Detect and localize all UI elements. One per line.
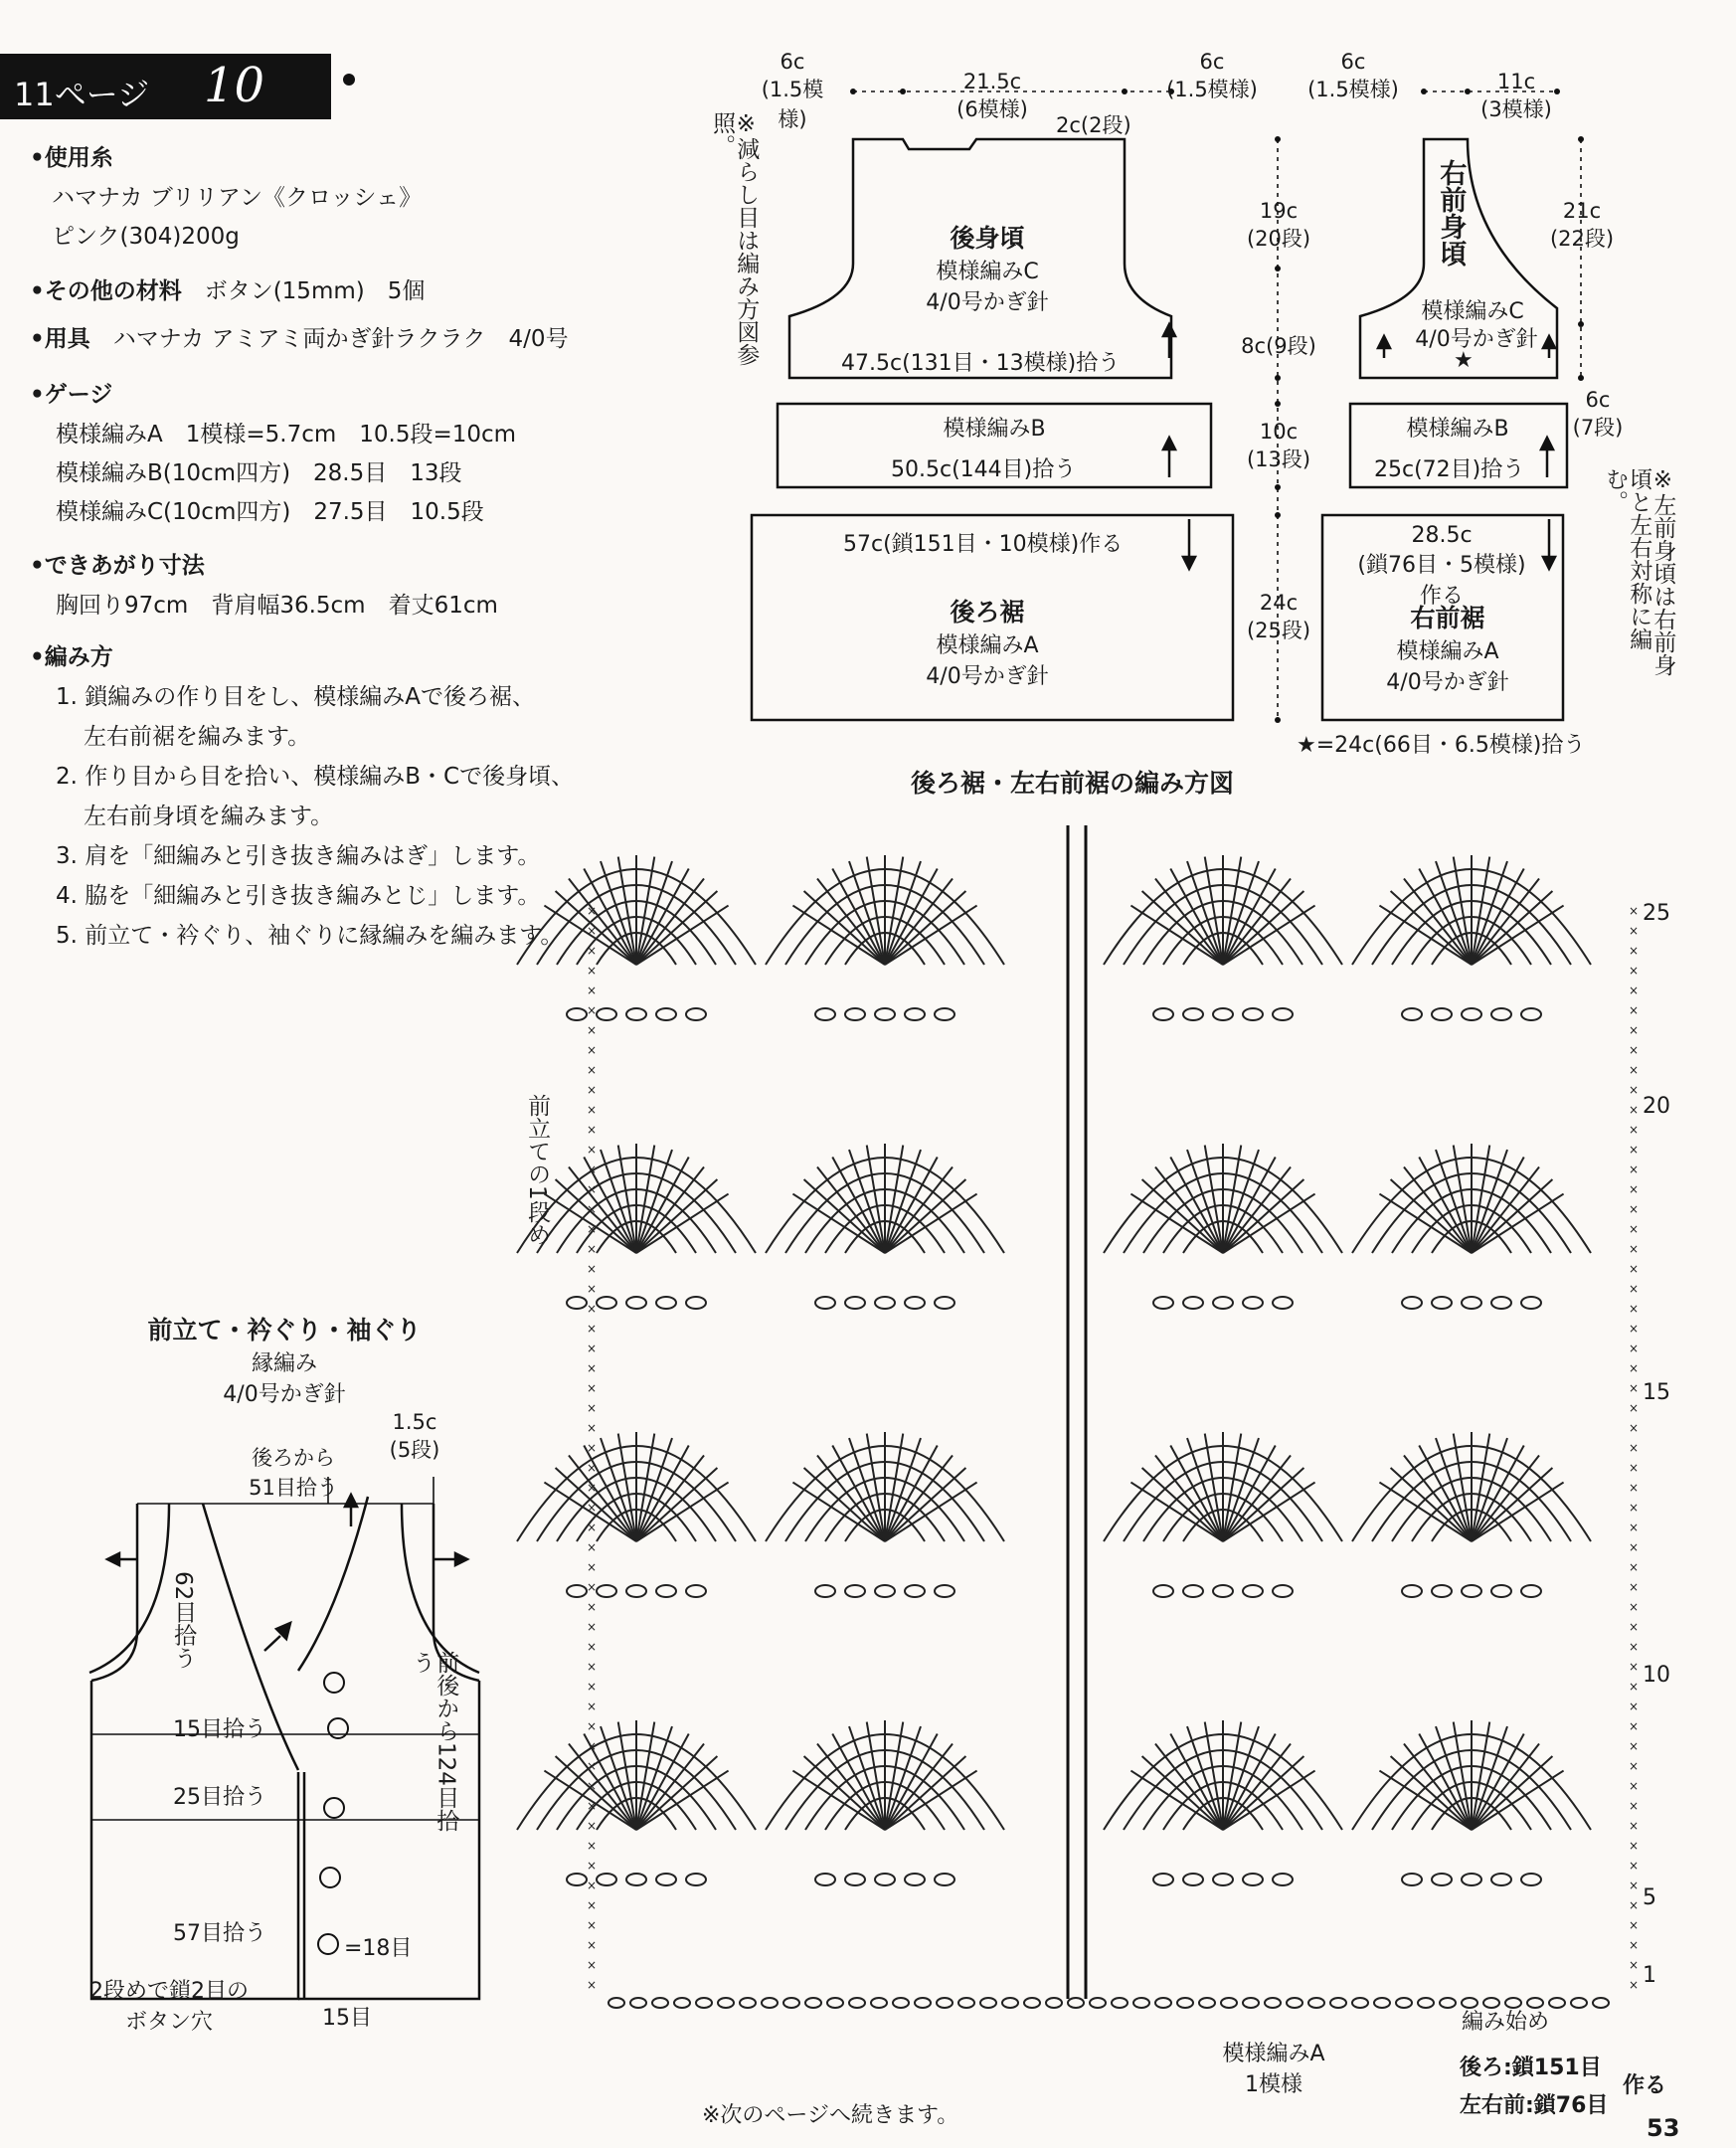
height-19: 19c (20段) <box>1246 199 1311 251</box>
svg-text:×: × <box>1629 1540 1640 1554</box>
row-number: 1 <box>1643 1963 1656 1988</box>
svg-text:×: × <box>1629 1739 1640 1753</box>
svg-text:×: × <box>1629 1898 1640 1912</box>
svg-text:×: × <box>1629 1759 1640 1773</box>
svg-text:×: × <box>587 1839 598 1853</box>
svg-text:×: × <box>587 1143 598 1157</box>
svg-text:×: × <box>1629 1719 1640 1733</box>
continued-note: ※次のページへ続きます。 <box>702 2103 959 2128</box>
page-ref: 11ページ <box>14 76 150 113</box>
svg-text:×: × <box>1629 1322 1640 1336</box>
step: 左右前裾を編みます。 <box>84 724 311 750</box>
other-materials: •その他の材料 ボタン(15mm) 5個 <box>30 278 426 304</box>
svg-text:×: × <box>1629 1163 1640 1176</box>
svg-text:×: × <box>587 1441 598 1455</box>
svg-text:×: × <box>1629 944 1640 958</box>
back-top-right: 6c (1.5模様) <box>1166 50 1258 101</box>
svg-text:×: × <box>1629 904 1640 918</box>
front-top-left: 6c (1.5模様) <box>1307 50 1399 101</box>
svg-text:×: × <box>587 1859 598 1873</box>
svg-text:×: × <box>1629 1799 1640 1813</box>
step: 4. 脇を「細編みと引き抜き編みとじ」します。 <box>56 883 541 909</box>
svg-text:×: × <box>587 1938 598 1952</box>
svg-text:×: × <box>1629 1222 1640 1236</box>
svg-text:×: × <box>587 1719 598 1733</box>
mirror-note: ※左前身頃は右前身頃と左右対称に編む。 <box>1602 467 1676 676</box>
svg-text:×: × <box>587 1083 598 1097</box>
svg-text:×: × <box>1629 1660 1640 1674</box>
svg-text:×: × <box>587 1302 598 1316</box>
front-hem-labels: 右前裾 模様編みA 4/0号かぎ針 <box>1386 604 1509 695</box>
svg-text:×: × <box>587 1481 598 1495</box>
svg-text:×: × <box>1629 1063 1640 1077</box>
svg-text:×: × <box>587 1521 598 1534</box>
svg-text:×: × <box>1629 1302 1640 1316</box>
svg-text:×: × <box>1629 1043 1640 1057</box>
svg-text:×: × <box>1629 1700 1640 1713</box>
svg-text:×: × <box>587 1600 598 1614</box>
svg-text:×: × <box>587 1918 598 1932</box>
svg-text:×: × <box>1629 1839 1640 1853</box>
back-pickup: 後ろから 51目拾う <box>249 1446 338 1500</box>
svg-text:×: × <box>587 1242 598 1256</box>
back-top-left: 6c (1.5模様) <box>761 50 824 131</box>
svg-text:×: × <box>587 1182 598 1196</box>
svg-text:×: × <box>587 1799 598 1813</box>
back-top-mid: 21.5c (6模様) <box>956 70 1028 121</box>
repeat-label: 模様編みA 1模様 <box>1222 2042 1325 2097</box>
svg-text:×: × <box>1629 1879 1640 1892</box>
svg-text:×: × <box>587 1660 598 1674</box>
svg-text:×: × <box>587 1958 598 1972</box>
svg-text:×: × <box>587 1898 598 1912</box>
front-bodice-hook: 4/0号かぎ針 <box>1415 327 1538 352</box>
start-front: 左右前:鎖76目 <box>1460 2093 1609 2118</box>
svg-text:×: × <box>587 1819 598 1833</box>
edging-width: 1.5c (5段) <box>389 1410 440 1462</box>
svg-text:×: × <box>1629 1501 1640 1515</box>
svg-text:×: × <box>587 1222 598 1236</box>
svg-text:×: × <box>1629 1421 1640 1435</box>
svg-text:×: × <box>1629 1381 1640 1395</box>
svg-text:×: × <box>587 1759 598 1773</box>
svg-text:×: × <box>1629 1859 1640 1873</box>
front-bodice-title: 右前身頃 <box>1435 159 1467 267</box>
svg-text:×: × <box>1629 1103 1640 1117</box>
back-band-pickup: 50.5c(144目)拾う <box>891 457 1077 482</box>
svg-text:×: × <box>1629 1441 1640 1455</box>
method-heading: •編み方 <box>30 644 113 670</box>
armhole-pickup: 62目拾う <box>170 1571 197 1670</box>
svg-text:×: × <box>1629 964 1640 978</box>
gauge-line: 模様編みB(10cm四方) 28.5目 13段 <box>56 460 462 486</box>
svg-text:×: × <box>1629 1003 1640 1017</box>
svg-text:×: × <box>1629 1938 1640 1952</box>
svg-text:×: × <box>587 1739 598 1753</box>
step: 5. 前立て・衿ぐり、袖ぐりに縁編みを編みます。 <box>56 923 564 949</box>
back-bodice-pickup: 47.5c(131目・13模様)拾う <box>841 351 1121 376</box>
svg-text:×: × <box>1629 1461 1640 1475</box>
svg-text:×: × <box>587 904 598 918</box>
edging-labels: 前立て・衿ぐり・袖ぐり 縁編み 4/0号かぎ針 <box>147 1316 422 1407</box>
star-icon: ★ <box>1454 348 1474 373</box>
star-note: ★=24c(66目・6.5模様)拾う <box>1297 733 1586 758</box>
svg-text:×: × <box>1629 1521 1640 1534</box>
svg-text:×: × <box>1629 1620 1640 1634</box>
button-equals: =18目 <box>344 1936 413 1961</box>
svg-text:×: × <box>587 1123 598 1137</box>
svg-text:×: × <box>587 1421 598 1435</box>
step: 左右前身頃を編みます。 <box>84 804 334 829</box>
svg-text:×: × <box>587 1342 598 1355</box>
svg-text:×: × <box>1629 1262 1640 1276</box>
svg-text:×: × <box>587 1361 598 1375</box>
front-band-label: 前立ての1段め <box>524 1094 551 1246</box>
tools: •用具 ハマナカ アミアミ両かぎ針ラクラク 4/0号 <box>30 326 569 352</box>
svg-text:×: × <box>587 924 598 938</box>
step: 2. 作り目から目を拾い、模様編みB・Cで後身頃、 <box>56 764 575 790</box>
yarn-color: ピンク(304)200g <box>52 224 240 250</box>
svg-text:×: × <box>1629 1242 1640 1256</box>
yarn-name: ハマナカ ブリリアン《クロッシェ》 <box>52 185 423 211</box>
svg-text:×: × <box>587 1779 598 1793</box>
front-band-pattern: 模様編みB <box>1406 417 1509 442</box>
back-hem-labels: 後ろ裾 模様編みA 4/0号かぎ針 <box>926 598 1049 689</box>
pickup-57: 57目拾う <box>173 1921 266 1946</box>
gauge-heading: •ゲージ <box>30 382 113 408</box>
svg-text:×: × <box>587 1580 598 1594</box>
svg-text:×: × <box>587 1322 598 1336</box>
svg-text:×: × <box>1629 1600 1640 1614</box>
svg-text:×: × <box>1629 1481 1640 1495</box>
svg-text:×: × <box>1629 1819 1640 1833</box>
svg-text:×: × <box>1629 1978 1640 1992</box>
row-number: 25 <box>1643 901 1670 926</box>
buttonhole-note: 2段めで鎖2目の ボタン穴 <box>89 1979 249 2035</box>
front-hem-chain: 28.5c (鎖76目・5模様) 作る <box>1357 523 1526 609</box>
svg-text:×: × <box>587 1879 598 1892</box>
chart-title: 後ろ裾・左右前裾の編み方図 <box>911 769 1235 798</box>
svg-text:×: × <box>1629 924 1640 938</box>
back-hem-chain: 57c(鎖151目・10模様)作る <box>843 532 1124 557</box>
svg-text:×: × <box>587 1501 598 1515</box>
front-height-21: 21c (22段) <box>1549 199 1615 251</box>
front-back-pickup: 前後から124目拾う <box>409 1651 459 1832</box>
front-band-pickup: 25c(72目)拾う <box>1374 457 1525 482</box>
back-band-pattern: 模様編みB <box>943 417 1046 442</box>
svg-text:×: × <box>1629 1958 1640 1972</box>
svg-text:×: × <box>587 1043 598 1057</box>
svg-text:×: × <box>587 1620 598 1634</box>
svg-text:×: × <box>587 1540 598 1554</box>
height-10: 10c (13段) <box>1246 420 1311 471</box>
start-heading: 編み始め <box>1462 2010 1550 2035</box>
back-bodice-labels: 後身頃 模様編みC 4/0号かぎ針 <box>926 224 1049 315</box>
svg-text:×: × <box>587 1978 598 1992</box>
pattern-number: 10 <box>204 58 265 113</box>
svg-text:×: × <box>587 1202 598 1216</box>
svg-text:×: × <box>587 1023 598 1037</box>
svg-text:×: × <box>1629 1640 1640 1654</box>
svg-text:×: × <box>1629 1361 1640 1375</box>
svg-text:×: × <box>587 1163 598 1176</box>
row-number: 20 <box>1643 1094 1670 1119</box>
svg-text:×: × <box>1629 1282 1640 1296</box>
svg-text:×: × <box>1629 984 1640 997</box>
svg-text:×: × <box>1629 1083 1640 1097</box>
step: 3. 肩を「細編みと引き抜き編みはぎ」します。 <box>56 843 541 869</box>
page-number: 53 <box>1647 2114 1680 2142</box>
svg-text:×: × <box>1629 1779 1640 1793</box>
svg-text:×: × <box>1629 1202 1640 1216</box>
svg-text:×: × <box>1629 1023 1640 1037</box>
svg-text:×: × <box>587 1640 598 1654</box>
svg-text:×: × <box>1629 1918 1640 1932</box>
front-bodice-pattern: 模様編みC <box>1421 299 1524 324</box>
svg-text:×: × <box>587 1401 598 1415</box>
row-number: 5 <box>1643 1885 1656 1910</box>
size-heading: •できあがり寸法 <box>30 553 205 579</box>
pickup-25: 25目拾う <box>173 1785 266 1810</box>
svg-text:×: × <box>587 1003 598 1017</box>
svg-text:×: × <box>587 984 598 997</box>
svg-text:×: × <box>1629 1342 1640 1355</box>
bottom-15: 15目 <box>322 2006 372 2031</box>
svg-text:×: × <box>1629 1182 1640 1196</box>
step: 1. 鎖編みの作り目をし、模様編みAで後ろ裾、 <box>56 684 535 710</box>
size-value: 胸回り97cm 背肩幅36.5cm 着丈61cm <box>56 593 498 619</box>
front-height-6: 6c (7段) <box>1572 388 1624 440</box>
svg-text:×: × <box>587 1680 598 1694</box>
svg-text:×: × <box>587 1700 598 1713</box>
svg-text:×: × <box>1629 1560 1640 1574</box>
yarn-heading: •使用糸 <box>30 145 113 171</box>
svg-text:×: × <box>1629 1580 1640 1594</box>
row-number: 10 <box>1643 1663 1670 1688</box>
start-back: 後ろ:鎖151目 <box>1460 2056 1602 2080</box>
row-number: 15 <box>1643 1380 1670 1405</box>
svg-text:×: × <box>587 1063 598 1077</box>
start-make: 作る <box>1623 2073 1667 2098</box>
svg-text:×: × <box>1629 1680 1640 1694</box>
decrease-note: ※減らし目は編み方図参照。 <box>709 111 760 366</box>
back-neck: 2c(2段) <box>1056 113 1131 137</box>
front-top-right: 11c (3模様) <box>1480 70 1552 121</box>
svg-text:×: × <box>587 1461 598 1475</box>
svg-text:×: × <box>587 964 598 978</box>
gauge-line: 模様編みC(10cm四方) 27.5目 10.5段 <box>56 499 484 525</box>
svg-text:×: × <box>587 1282 598 1296</box>
height-8: 8c(9段) <box>1241 334 1316 358</box>
svg-text:×: × <box>587 1560 598 1574</box>
svg-text:×: × <box>587 1262 598 1276</box>
svg-text:×: × <box>587 944 598 958</box>
svg-text:×: × <box>1629 1143 1640 1157</box>
gauge-line: 模様編みA 1模様=5.7cm 10.5段=10cm <box>56 422 517 448</box>
pickup-15: 15目拾う <box>173 1717 266 1742</box>
svg-text:×: × <box>1629 1401 1640 1415</box>
svg-text:×: × <box>1629 1123 1640 1137</box>
svg-text:×: × <box>587 1381 598 1395</box>
svg-text:×: × <box>587 1103 598 1117</box>
height-24: 24c (25段) <box>1246 591 1311 642</box>
